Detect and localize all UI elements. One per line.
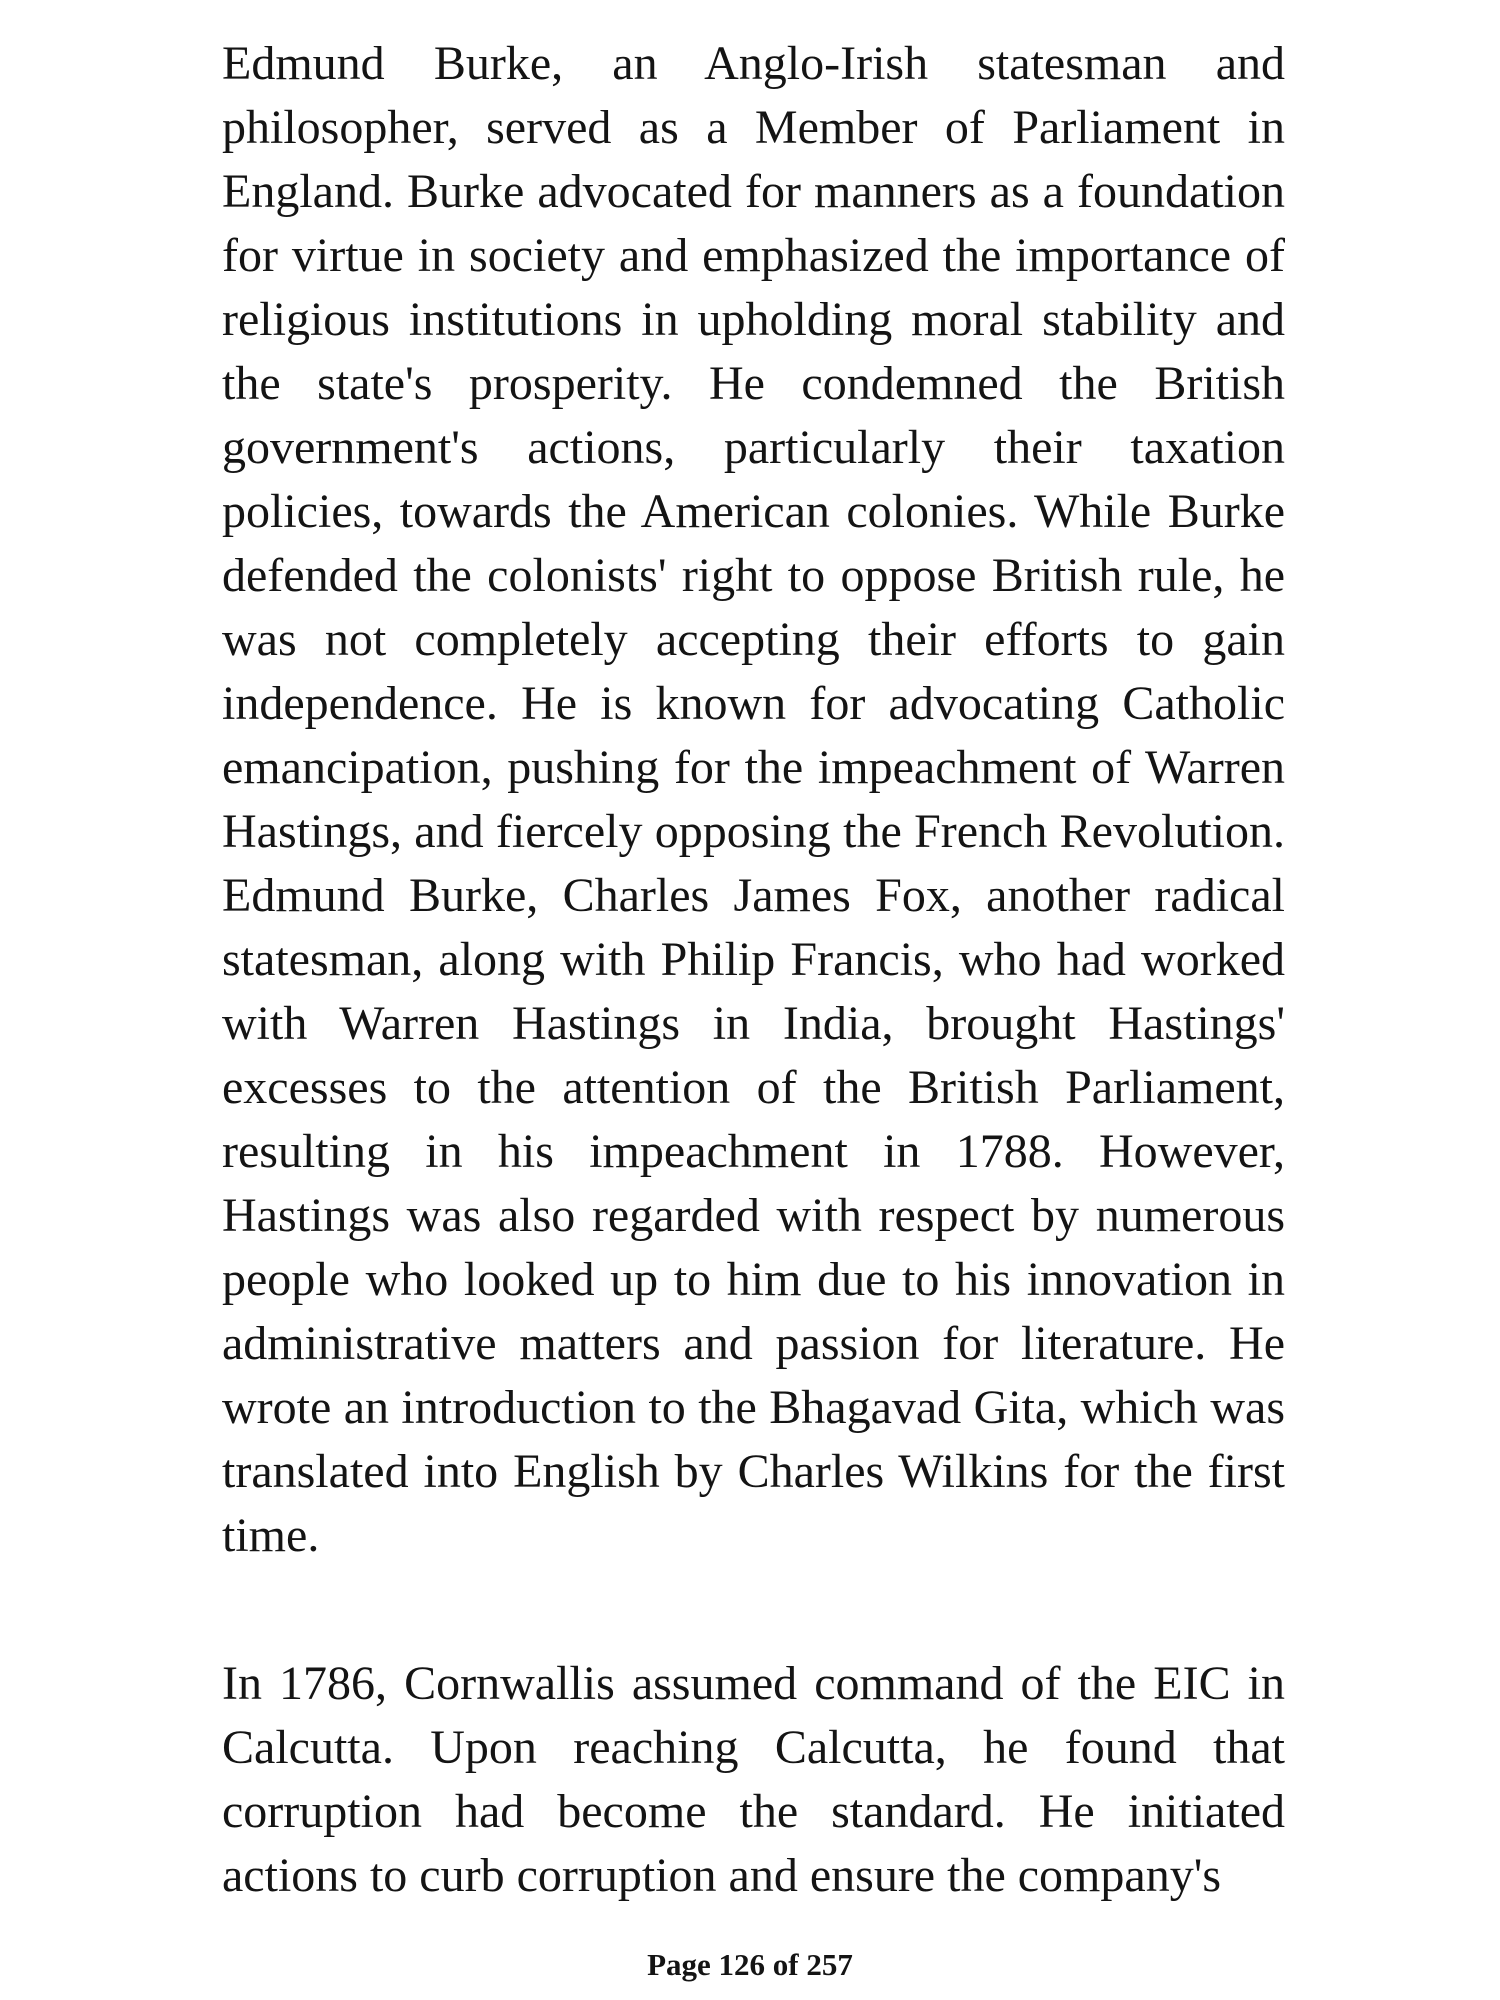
page-number: Page 126 of 257 <box>647 1947 853 1982</box>
body-paragraph-cornwallis: In 1786, Cornwallis assumed command of the EIC in Calcutta. Upon reaching Calcutta, he found that corruption had become the standard. He initiated actions to curb corruption and ensure the company's <box>222 1657 1285 1902</box>
body-paragraph-burke: Edmund Burke, an Anglo-Irish statesman and philosopher, served as a Member of Parliament in England. Burke advocated for manners as a foundation for virtue in society and emphasized the importance of religious institutions in upholding moral stability and the state's prosperity. He condemned the British government's actions, particularly their taxation policies, towards the American colonies. While Burke defended the colonists' right to oppose British rule, he was not completely accepting their efforts to gain independence. He is known for advocating Catholic emancipation, pushing for the impeachment of Warren Hastings, and fiercely opposing the French Revolution. Edmund Burke, Charles James Fox, another radical statesman, along with Philip Francis, who had worked with Warren Hastings in India, brought Hastings' excesses to the attention of the British Parliament, resulting in his impeachment in 1788. However, Hastings was also regarded with respect by numerous people who looked up to him due to his innovation in administrative matters and passion for literature. He wrote an introduction to the Bhagavad Gita, which was translated into English by Charles Wilkins for the first time. <box>222 37 1285 1562</box>
